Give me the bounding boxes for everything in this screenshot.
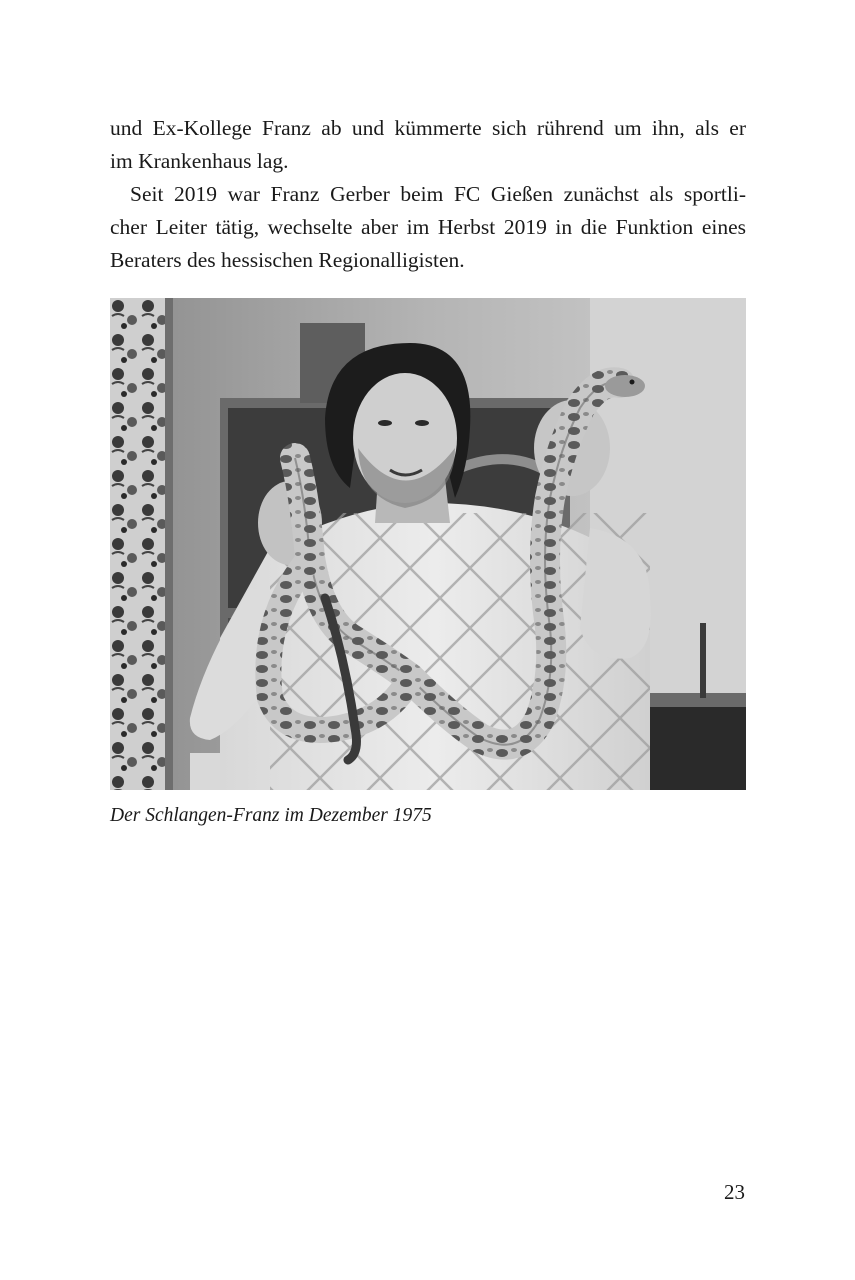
photo-illustration (110, 298, 746, 790)
paragraph-2 (110, 178, 746, 277)
text-line: Seit 2019 war Franz Gerber beim FC Gießen zunächst als sportli- (130, 182, 746, 206)
text-line: und Ex-Kollege Franz ab und kümmerte sich rührend um ihn, als er (110, 116, 746, 140)
text-line: Beraters des hessischen Regionalligisten. (110, 248, 465, 272)
text-line: im Krankenhaus lag. (110, 149, 289, 173)
paragraph-1 (110, 112, 746, 178)
text-line: cher Leiter tätig, wechselte aber im Herbst 2019 in die Funktion eines (110, 215, 746, 239)
figure-caption: Der Schlangen-Franz im Dezember 1975 (110, 805, 432, 826)
page-number: 23 (724, 1180, 745, 1204)
photo-man-with-snake (110, 298, 746, 790)
body-text (110, 112, 746, 277)
